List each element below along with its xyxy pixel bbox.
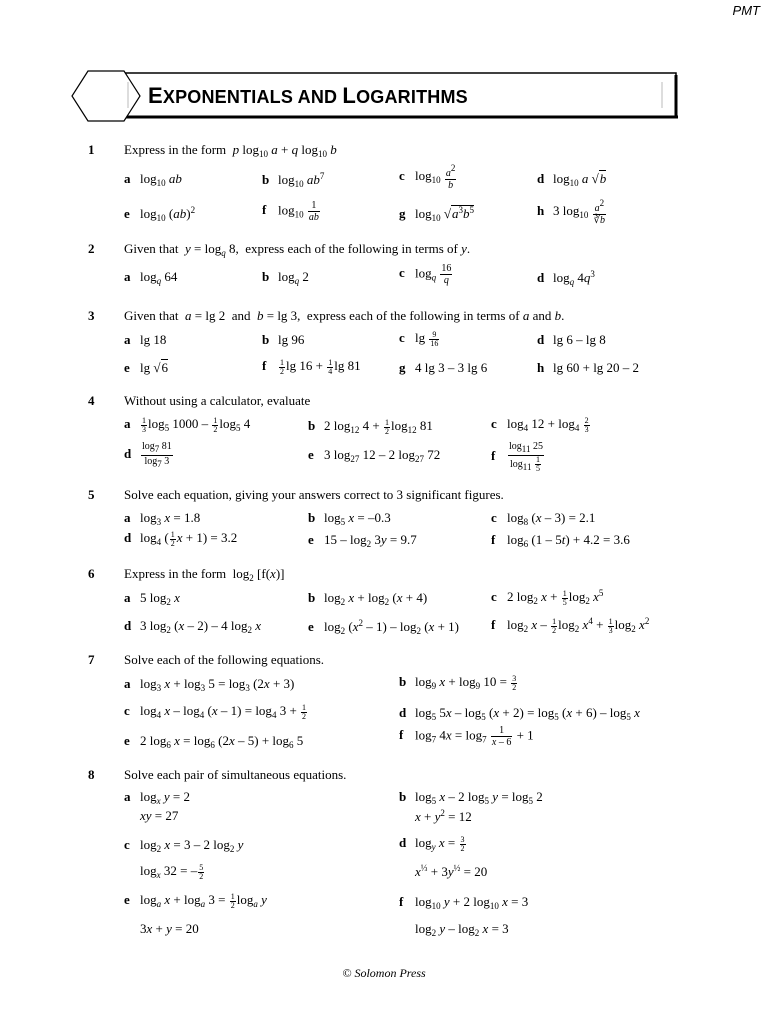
question-part: a $\frac{1}{3}$ $\log_5 1000$ – $\frac{1}{2}$ $\log_5 4$ bbox=[124, 415, 251, 434]
question-number: 5 bbox=[88, 487, 95, 502]
question-part: c lg $\frac{9}{16}$ bbox=[399, 329, 439, 348]
question-text: Given that $y = \log_q 8$, express each of the following in terms of y. bbox=[124, 241, 471, 258]
question-text: Express in the form $\log_2 [f(x)]$ bbox=[124, 566, 285, 583]
question-text: Solve each of the following equations. bbox=[124, 652, 325, 667]
question-part: xy = 27 bbox=[140, 808, 179, 823]
question-part: g $\log_{10} √a^3b^5$ bbox=[399, 205, 475, 223]
question-part: f $\log_7 4x = \log_7$ $\frac{1}{x - 6}$ + 1 bbox=[399, 725, 534, 748]
question-part: d $\log_{10} a$ √b bbox=[537, 171, 607, 188]
question-part: f $\log_{11} 25$ $\log_{11}$ $\frac{1}{5}$ bbox=[491, 441, 543, 473]
question-part: c $\log_2 x = 3 - 2$ $\log_2 y$ bbox=[124, 837, 244, 854]
question-part: e $\log_2 (x^2 - 1) - \log_2 (x + 1)$ bbox=[308, 618, 459, 636]
question-part: a $\log_q 64$ bbox=[124, 269, 178, 286]
question-number: 4 bbox=[88, 393, 95, 408]
question-part: d $\log_5 5x - \log_5 (x + 2) = \log_5 (x + 6) - \log_5 x$ bbox=[399, 705, 640, 722]
question-part: b $\log_9 x + \log_9 10$ = $\frac{3}{2}$ bbox=[399, 673, 517, 692]
question-part: b $\log_2 x + \log_2 (x + 4)$ bbox=[308, 590, 428, 607]
question-text: Solve each pair of simultaneous equations. bbox=[124, 767, 347, 782]
question-part: h 3 $\log_{10}$ $\frac{a^2}{∛b}$ bbox=[537, 198, 605, 226]
question-part: b $\log_{10} ab^7$ bbox=[262, 171, 325, 189]
question-part: e $\log_a x + \log_a 3$ = $\frac{1}{2}$ $\log_a y$ bbox=[124, 891, 267, 910]
question-part: 3x + y = 20 bbox=[140, 921, 199, 936]
question-part: e lg √6 bbox=[124, 360, 168, 375]
question-text: Without using a calculator, evaluate bbox=[124, 393, 311, 408]
question-number: 7 bbox=[88, 652, 95, 667]
question-part: g 4 lg 3 – 3 lg 6 bbox=[399, 360, 488, 375]
question-part: e $15 - \log_2 3y = 9.7$ bbox=[308, 532, 417, 549]
question-part: a $\log_x y = 2$ bbox=[124, 789, 190, 806]
question-part: a $\log_3 x + \log_3 5 = \log_3 (2x + 3)$ bbox=[124, 676, 295, 693]
question-number: 3 bbox=[88, 308, 95, 323]
question-part: d $\log_4$ ( $\frac{1}{2}$ x + 1) = 3.2 bbox=[124, 529, 238, 548]
question-part: $\log_2 y - \log_2 x = 3$ bbox=[415, 921, 509, 938]
question-part: d 3 $\log_2 (x - 2) - 4$ $\log_2 x$ bbox=[124, 618, 261, 635]
footer-copyright: © Solomon Press bbox=[342, 966, 426, 980]
question-part: b 2 $\log_{12} 4$ + $\frac{1}{2}$ $\log_{12} 81$ bbox=[308, 417, 433, 436]
question-part: b $\log_q 2$ bbox=[262, 269, 309, 286]
question-part: d $\log_q 4q^3$ bbox=[537, 269, 595, 287]
question-part: f $\log_2 x$ – $\frac{1}{2}$ $\log_2 x^4$ + $\frac{1}{3}$ $\log_2 x^2$ bbox=[491, 616, 650, 635]
question-part: d lg 6 – lg 8 bbox=[537, 332, 606, 347]
question-part: a $\log_3 x = 1.8$ bbox=[124, 510, 201, 527]
question-part: b $\log_5 x = -0.3$ bbox=[308, 510, 391, 527]
question-text: Express in the form p $\log_{10} a + q$ $\log_{10} b$ bbox=[124, 142, 337, 159]
question-part: c $\log_4 12 + \log_4$ $\frac{2}{3}$ bbox=[491, 415, 589, 434]
question-number: 1 bbox=[88, 142, 95, 157]
corner-label: PMT bbox=[732, 3, 760, 18]
question-part: e $\log_{10} (ab)^2$ bbox=[124, 205, 196, 223]
question-part: c $\log_{10}$ $\frac{a^2}{b}$ bbox=[399, 163, 456, 191]
question-part: $x^{\frac{1}{3}} + 3y^{\frac{1}{2}} = 20$ bbox=[415, 863, 488, 879]
question-part: a 5 $\log_2 x$ bbox=[124, 590, 180, 607]
question-part: e 2 $\log_6 x = \log_6 (2x - 5) + \log_6 5$ bbox=[124, 733, 304, 750]
question-part: e 3 $\log_{27} 12 - 2$ $\log_{27} 72$ bbox=[308, 447, 441, 464]
question-text: Given that a = lg 2 and b = lg 3, express each of the following in terms of a and b. bbox=[124, 308, 565, 323]
question-part: c 2 $\log_2 x$ + $\frac{1}{5}$ $\log_2 x^5$ bbox=[491, 588, 604, 607]
question-part: a lg 18 bbox=[124, 332, 167, 347]
question-part: c $\log_4 x - \log_4 (x - 1) = \log_4 3$ + $\frac{1}{2}$ bbox=[124, 702, 307, 721]
question-part: d $\log_y x$ = $\frac{3}{2}$ bbox=[399, 834, 465, 853]
question-part: f $\log_{10} y + 2$ $\log_{10} x = 3$ bbox=[399, 894, 529, 911]
question-number: 8 bbox=[88, 767, 95, 782]
question-part: b $\log_5 x - 2$ $\log_5 y = \log_5 2$ bbox=[399, 789, 543, 806]
question-part: d $\frac{\log_7 81}{\log_7 3}$ bbox=[124, 441, 172, 469]
question-part: f $\log_6 (1 - 5t) + 4.2 = 3.6$ bbox=[491, 532, 630, 549]
question-part: f $\frac{1}{2}$ lg 16 + $\frac{1}{4}$ lg 81 bbox=[262, 357, 361, 376]
question-part: b lg 96 bbox=[262, 332, 305, 347]
question-part: c $\log_8 (x - 3) = 2.1$ bbox=[491, 510, 596, 527]
page-title: EXPONENTIALS AND LOGARITHMS bbox=[148, 83, 468, 108]
question-number: 6 bbox=[88, 566, 95, 581]
question-part: h lg 60 + lg 20 – 2 bbox=[537, 360, 640, 375]
question-part: a $\log_{10}$ ab bbox=[124, 171, 182, 188]
question-part: $\log_x 32$ = – $\frac{5}{2}$ bbox=[140, 862, 204, 881]
question-number: 2 bbox=[88, 241, 95, 256]
question-part: $x + y^2 = 12$ bbox=[415, 808, 472, 824]
question-part: f $\log_{10}$ $\frac{1}{ab}$ bbox=[262, 200, 319, 223]
question-part: c $\log_q$ $\frac{16}{q}$ bbox=[399, 263, 452, 286]
question-text: Solve each equation, giving your answers correct to 3 significant figures. bbox=[124, 487, 504, 502]
